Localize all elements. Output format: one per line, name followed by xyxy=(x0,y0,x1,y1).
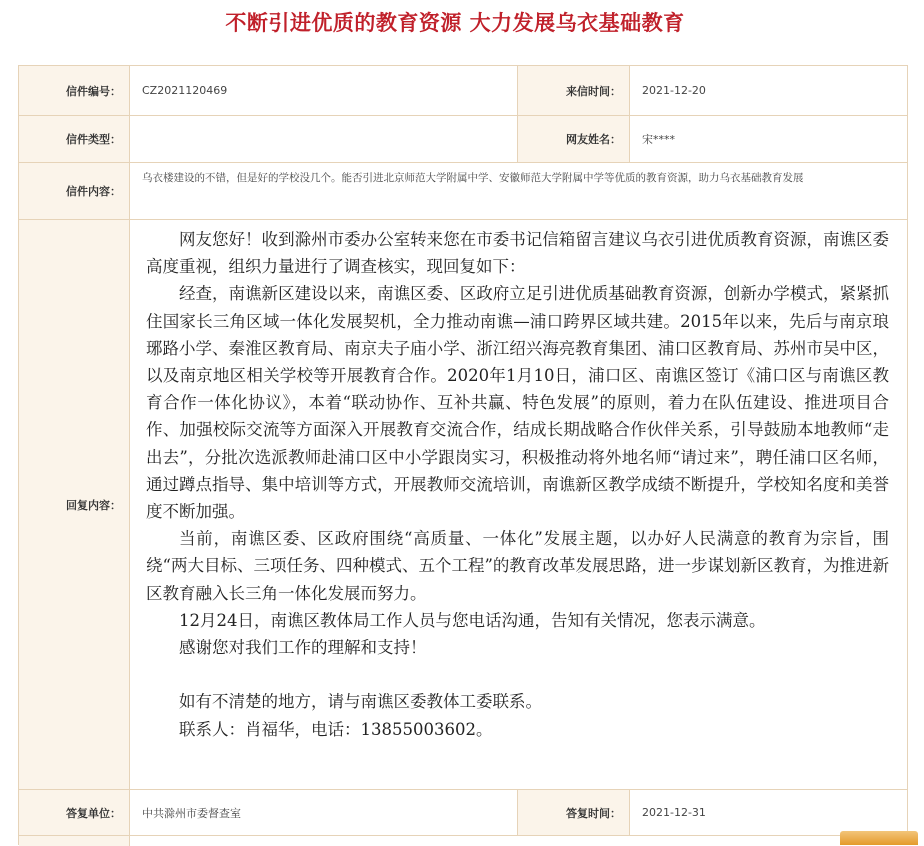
letter-table xyxy=(18,65,908,845)
reply-paragraph: 当前，南谯区委、区政府围绕“高质量、一体化”发展主题，以办好人民满意的教育为宗旨，围绕“两大目标、三项任务、四种模式、五个工程”的教育改革发展思路，进一步谋划新区教育，为推进新区教育融入长三角一体化发展而努力。 xyxy=(146,529,889,603)
reply-paragraph: 网友您好！收到滁州市委办公室转来您在市委书记信箱留言建议乌衣引进优质教育资源，南谯区委高度重视，组织力量进行了调查核实，现回复如下： xyxy=(146,230,889,277)
letter-number-label: 信件编号： xyxy=(19,66,129,115)
row-letter-number xyxy=(19,66,907,116)
letter-type-value xyxy=(129,116,517,162)
row-reply-content xyxy=(19,220,907,790)
reply-paragraph: 感谢您对我们工作的理解和支持！ xyxy=(179,638,427,658)
reply-paragraph: 经查，南谯新区建设以来，南谯区委、区政府立足引进优质基础教育资源，创新办学模式，紧紧抓住国家长三角区域一体化发展契机，全力推动南谯—浦口跨界区域共建。2015年以来，先后与南京琅琊路小学、秦淮区教育局、南京夫子庙小学、浙江绍兴海亮教育集团、浦口区教育局、苏州市吴中区，以及南京地区相关学校等开展教育合作。2020年1月10日，浦口区、南谯区签订《浦口区与南谯区教育合作一体化协议》，本着“联动协作、互补共赢、特色发展”的原则，着力在队伍建设、推进项目合作、加强校际交流等方面深入开展教育交流合作，结成长期战略合作伙伴关系，引导鼓励本地教师“走出去”，分批次选派教师赴浦口区中小学跟岗实习，积极推动将外地名师“请过来”，聘任浦口区名师，通过蹲点指导、集中培训等方式，开展教师交流培训，南谯新区教学成绩不断提升，学校知名度和美誉度不断加强。 xyxy=(146,284,889,522)
letter-content-value: 乌衣楼建设的不错，但是好的学校没几个。能否引进北京师范大学附属中学、安徽师范大学附属中学等优质的教育资源，助力乌衣基础教育发展 xyxy=(129,163,907,219)
netizen-value: 宋**** xyxy=(629,116,907,162)
row-reply-unit xyxy=(19,790,907,836)
reply-paragraph: 如有不清楚的地方，请与南谯区委教体工委联系。 xyxy=(179,692,542,712)
reply-content-body xyxy=(129,220,907,789)
reply-paragraph: 12月24日，南谯区教体局工作人员与您电话沟通，告知有关情况，您表示满意。 xyxy=(179,610,766,630)
reply-blank-line xyxy=(146,661,889,688)
reply-paragraph: 联系人：肖福华，电话：13855003602。 xyxy=(179,719,493,739)
netizen-label: 网友姓名： xyxy=(517,116,629,162)
letter-number-value: CZ2021120469 xyxy=(129,66,517,115)
letter-date-label: 来信时间： xyxy=(517,66,629,115)
letter-content-label: 信件内容： xyxy=(19,163,129,219)
reply-time-value: 2021-12-31 xyxy=(629,790,907,835)
letter-date-value: 2021-12-20 xyxy=(629,66,907,115)
page-title: 不断引进优质的教育资源 大力发展乌衣基础教育 xyxy=(225,11,685,35)
letter-type-label: 信件类型： xyxy=(19,116,129,162)
watermark-badge xyxy=(840,831,918,845)
row-letter-content xyxy=(19,163,907,220)
reply-unit-value: 中共滁州市委督查室 xyxy=(129,790,517,835)
row-letter-type xyxy=(19,116,907,163)
reply-unit-label: 答复单位： xyxy=(19,790,129,835)
reply-content-label: 回复内容： xyxy=(19,220,129,789)
reply-time-label: 答复时间： xyxy=(517,790,629,835)
